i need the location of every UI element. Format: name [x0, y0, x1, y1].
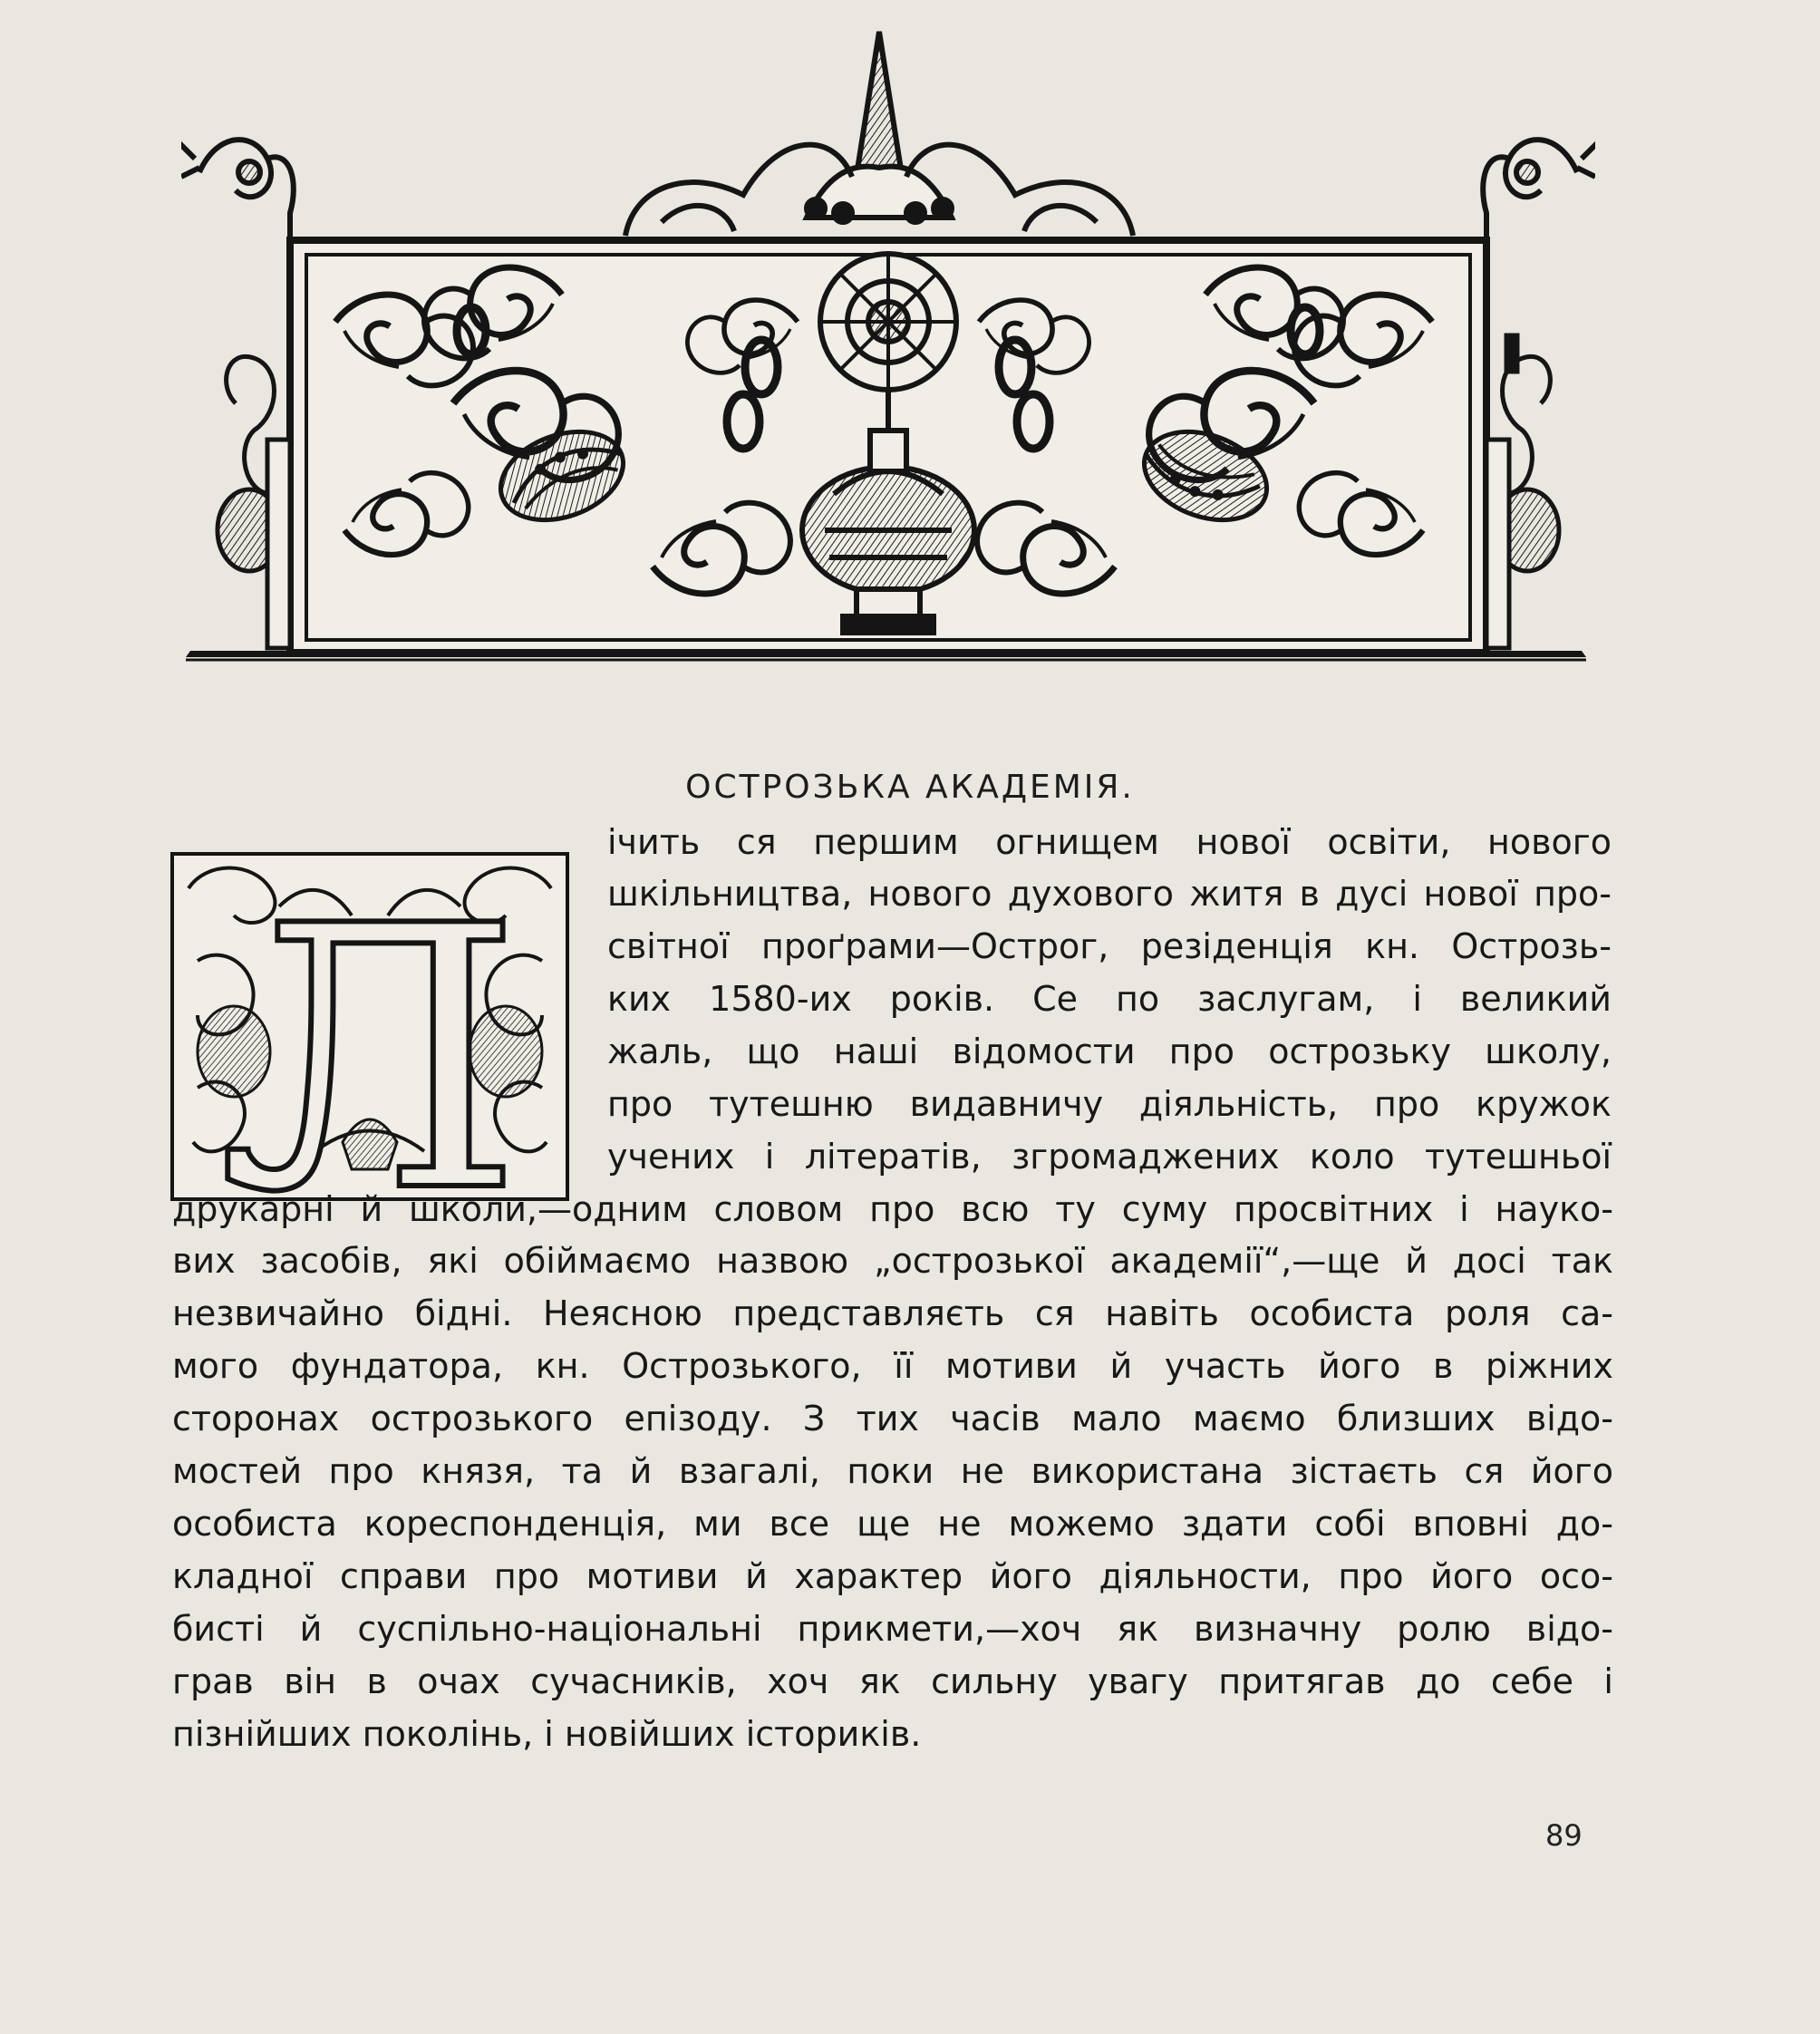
text-line: мого фундатора, кн. Острозького, її мотиви й участь його в ріжних	[172, 1346, 1613, 1386]
text-line: ких 1580-их років. Се по заслугам, і великий	[607, 979, 1612, 1019]
ornamental-headpiece	[181, 23, 1595, 675]
text-line: сторонах острозького епізоду. З тих часів мало маємо близших відо-	[172, 1399, 1613, 1438]
text-line: ічить ся першим огнищем нової освіти, нового	[607, 822, 1612, 862]
text-line: світної проґрами—Острог, резіденція кн. Острозь-	[607, 926, 1612, 966]
text-line: учених і літератів, згромаджених коло тутешньої	[607, 1137, 1612, 1177]
text-line: вих засобів, які обіймаємо назвою „острозької академії“,—ще й досі так	[172, 1241, 1613, 1281]
text-line: грав він в очах сучасників, хоч як сильну увагу притягав до себе і	[172, 1661, 1613, 1701]
dropcap-ornament	[170, 852, 569, 1201]
chapter-title: ОСТРОЗЬКА АКАДЕМІЯ.	[685, 769, 1135, 806]
text-line: жаль, що наші відомости про острозьку школу,	[607, 1032, 1612, 1071]
text-line: шкільництва, нового духового житя в дусі нової про-	[607, 874, 1612, 914]
text-line: пізнійших поколінь, і новійших істориків.	[172, 1714, 922, 1754]
page-number: 89	[1545, 1818, 1583, 1853]
dropcap-letter: Л	[218, 852, 521, 1201]
text-line: про тутешню видавничу діяльність, про кружок	[607, 1084, 1612, 1124]
text-line: мостей про князя, та й взагалі, поки не використана зістаєть ся його	[172, 1451, 1613, 1491]
text-line: кладної справи про мотиви й характер його діяльности, про його осо-	[172, 1556, 1613, 1596]
text-line: незвичайно бідні. Неясною представляєть ся навіть особиста роля са-	[172, 1293, 1613, 1333]
text-line: особиста кореспонденція, ми все ще не можемо здати собі вповні до-	[172, 1504, 1613, 1544]
text-line: друкарні й школи,—одним словом про всю ту суму просвітних і науко-	[172, 1189, 1613, 1229]
text-line: бисті й суспільно-національні прикмети,—хоч як визначну ролю відо-	[172, 1609, 1613, 1649]
